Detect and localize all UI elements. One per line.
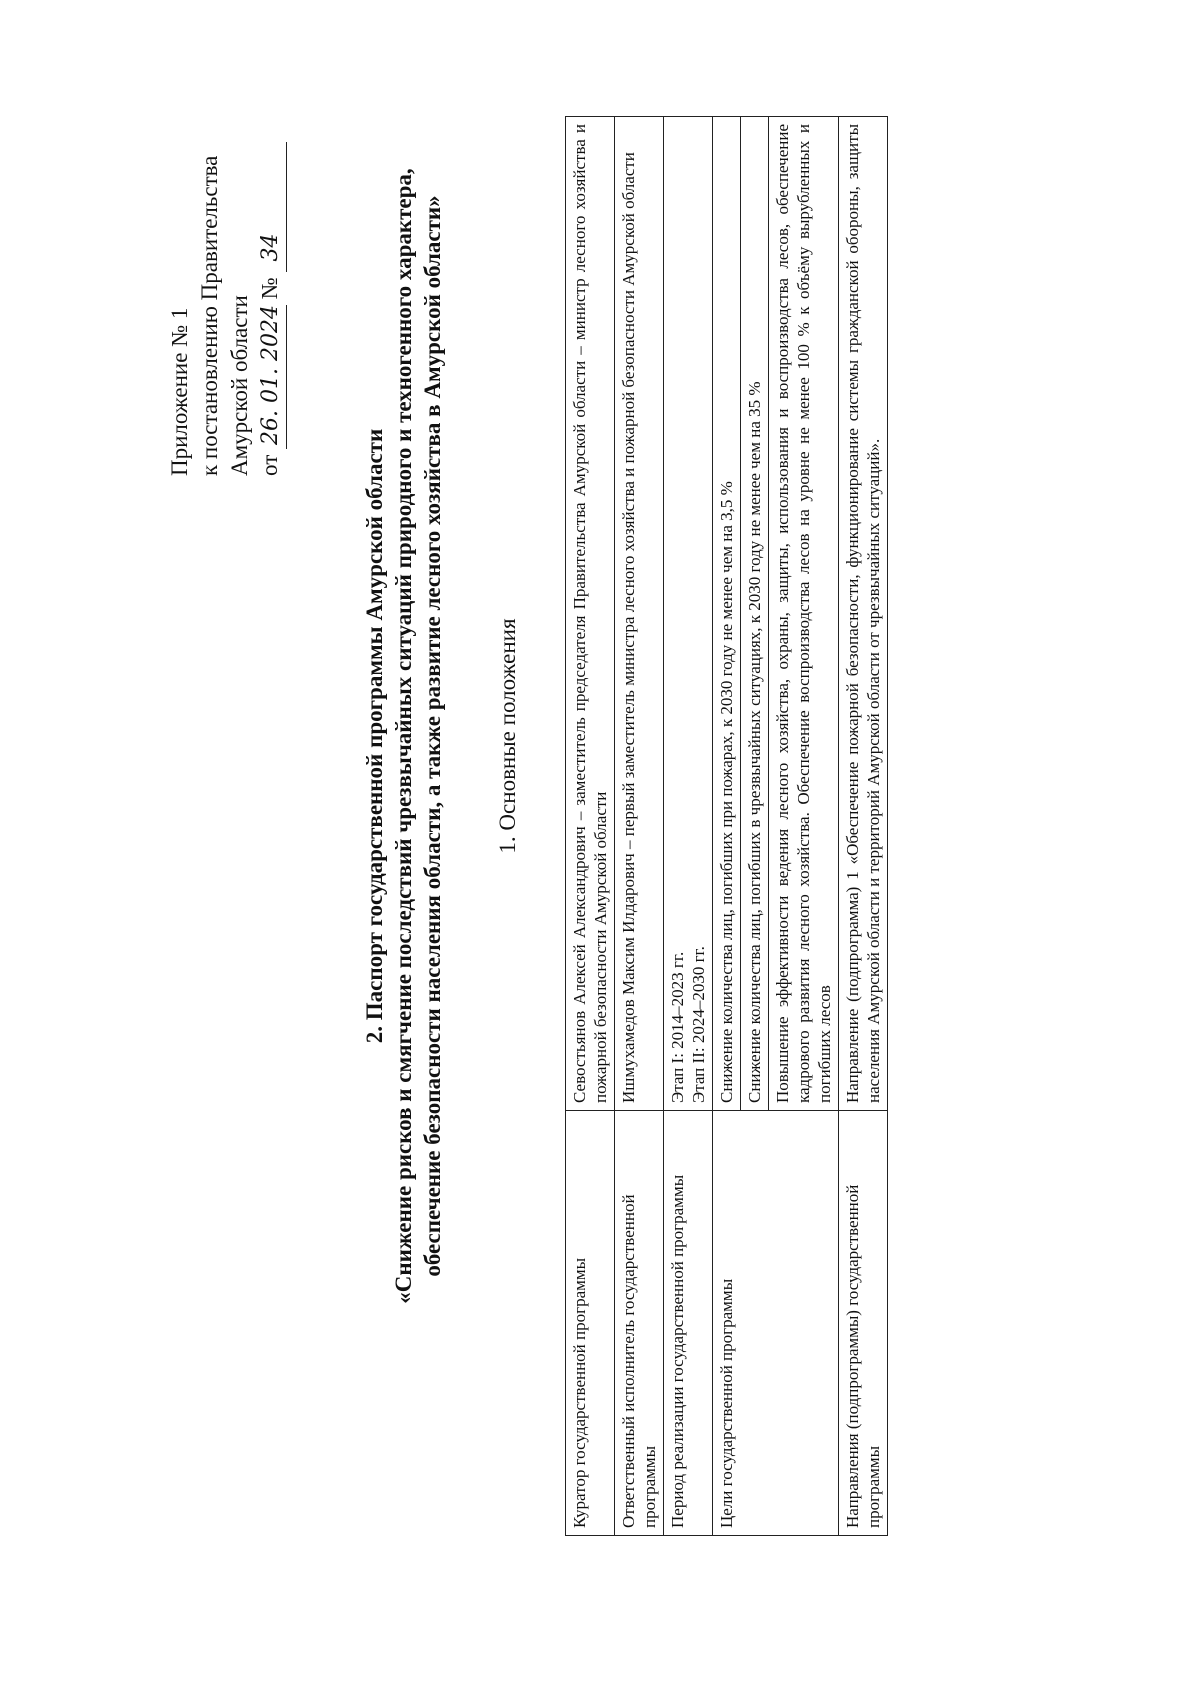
handwritten-number: 34	[256, 142, 287, 272]
directions-value: Направление (подпрограмма) 1 «Обеспечение пожарной безопасности, функционирование системы гражданской обороны, защиты населения Амурской области и территорий Амурской области от чрезвычайных ситуаций».	[839, 117, 888, 1111]
goal-2: Снижение количества лиц, погибших в чрезвычайных ситуациях, к 2030 году не менее чем на 35 %	[741, 117, 769, 1111]
period-stage-1: Этап I: 2014–2023 гг.	[668, 951, 687, 1103]
table-row-curator	[566, 117, 615, 1536]
number-prefix: №	[257, 277, 282, 300]
period-label: Период реализации государственной программы	[664, 1111, 713, 1536]
section-heading: 1. Основные положения	[495, 618, 520, 854]
table-row-directions	[839, 117, 888, 1536]
goals-label: Цели государственной программы	[713, 1111, 839, 1536]
date-prefix: от	[257, 454, 282, 476]
appendix-date-line	[255, 16, 287, 476]
handwritten-date: 26. 01. 2024	[256, 305, 287, 449]
title-line-1: 2. Паспорт государственной программы Амурской области	[362, 428, 387, 1044]
directions-label: Направления (подпрограммы) государственной программы	[839, 1111, 888, 1536]
goal-1: Снижение количества лиц, погибших при пожарах, к 2030 году не менее чем на 3,5 %	[713, 117, 741, 1111]
table-row-period	[664, 117, 713, 1536]
table-row-executor	[615, 117, 664, 1536]
goal-3: Повышение эффективности ведения лесного хозяйства, охраны, защиты, использования и воспроизводства лесов, обеспечение кадрового развития лесного хозяйства. Обеспечение воспроизводства лесов на уровне не менее 100 % к объёму вырубленных и погибших лесов	[769, 117, 839, 1111]
appendix-block	[165, 16, 287, 476]
appendix-line-1: Приложение № 1	[167, 307, 192, 476]
appendix-line-2: к постановлению Правительства	[197, 155, 222, 476]
document-title	[360, 6, 447, 1466]
passport-table	[565, 116, 888, 1536]
title-line-2: «Снижение рисков и смягчение последствий чрезвычайных ситуаций природного и техногенного характера,	[391, 168, 416, 1304]
period-value	[664, 117, 713, 1111]
curator-label: Куратор государственной программы	[566, 1111, 615, 1536]
curator-value: Севостьянов Алексей Александрович – заместитель председателя Правительства Амурской области – министр лесного хозяйства и пожарной безопасности Амурской области	[566, 117, 615, 1111]
period-stage-2: Этап II: 2024–2030 гг.	[689, 946, 708, 1103]
title-line-3: обеспечение безопасности населения области, а также развитие лесного хозяйства в Амурской области»	[420, 195, 445, 1277]
appendix-line-3: Амурской области	[227, 295, 252, 476]
table-row-goal-1	[713, 117, 741, 1536]
executor-value: Ишмухамедов Максим Илдарович – первый заместитель министра лесного хозяйства и пожарной безопасности Амурской области	[615, 117, 664, 1111]
executor-label: Ответственный исполнитель государственной программы	[615, 1111, 664, 1536]
